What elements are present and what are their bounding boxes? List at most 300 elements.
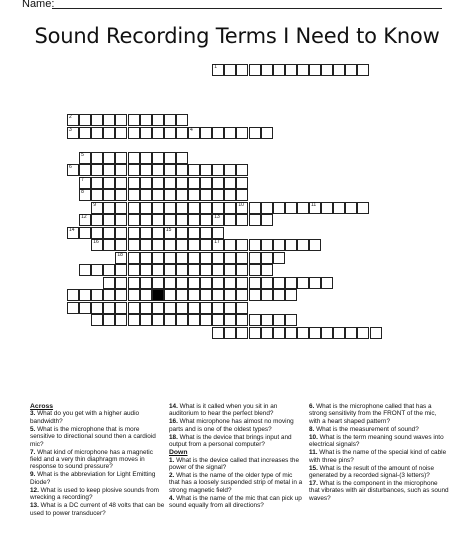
grid-cell[interactable]: [67, 227, 79, 239]
grid-cell[interactable]: [249, 64, 261, 76]
grid-cell[interactable]: [212, 127, 224, 139]
grid-cell[interactable]: [309, 202, 321, 214]
grid-cell[interactable]: [249, 252, 261, 264]
grid-cell[interactable]: [261, 264, 273, 276]
grid-cell[interactable]: [67, 127, 79, 139]
grid-cell[interactable]: [103, 289, 115, 301]
grid-cell[interactable]: [140, 164, 152, 176]
grid-cell[interactable]: [236, 302, 248, 314]
grid-cell[interactable]: [140, 302, 152, 314]
grid-cell[interactable]: [261, 239, 273, 251]
grid-cell[interactable]: [188, 314, 200, 326]
grid-cell[interactable]: [273, 239, 285, 251]
grid-cell[interactable]: [249, 327, 261, 339]
grid-cell[interactable]: [236, 252, 248, 264]
clue-text: What is the microphone called that has a strong sensitivity from the FRONT of the mic, with a heart shaped pattern?: [309, 403, 437, 425]
grid-cell[interactable]: [297, 327, 309, 339]
grid-cell[interactable]: [212, 164, 224, 176]
grid-cell[interactable]: [164, 302, 176, 314]
grid-cell[interactable]: [309, 239, 321, 251]
grid-cell[interactable]: [79, 289, 91, 301]
grid-cell[interactable]: [236, 327, 248, 339]
grid-cell[interactable]: [128, 202, 140, 214]
grid-cell[interactable]: [152, 252, 164, 264]
grid-cell[interactable]: [115, 164, 127, 176]
cell-number: 7: [81, 176, 84, 183]
grid-cell[interactable]: [176, 202, 188, 214]
grid-cell[interactable]: [176, 264, 188, 276]
grid-cell[interactable]: [236, 189, 248, 201]
grid-cell[interactable]: [261, 127, 273, 139]
clue-number: 2.: [169, 472, 175, 480]
grid-cell[interactable]: [103, 189, 115, 201]
grid-cell[interactable]: [285, 314, 297, 326]
grid-cell[interactable]: [91, 152, 103, 164]
grid-cell[interactable]: [273, 327, 285, 339]
grid-cell[interactable]: [297, 277, 309, 289]
cell-number: 16: [93, 239, 99, 245]
grid-cell[interactable]: [79, 264, 91, 276]
grid-cell[interactable]: [200, 127, 212, 139]
grid-cell[interactable]: [212, 227, 224, 239]
grid-cell[interactable]: [236, 314, 248, 326]
grid-cell[interactable]: [103, 264, 115, 276]
grid-cell[interactable]: [200, 202, 212, 214]
grid-cell[interactable]: [249, 277, 261, 289]
grid-cell[interactable]: [236, 164, 248, 176]
grid-cell[interactable]: [152, 152, 164, 164]
grid-cell[interactable]: [128, 127, 140, 139]
across-clue: [30, 471, 165, 486]
grid-cell[interactable]: [152, 202, 164, 214]
grid-cell[interactable]: [128, 289, 140, 301]
grid-cell[interactable]: [115, 239, 127, 251]
clue-text: What is the result of the amount of noise generated by a recorded signal-(3 letters)?: [309, 464, 435, 480]
grid-cell[interactable]: [79, 302, 91, 314]
grid-cell[interactable]: [212, 214, 224, 226]
grid-cell[interactable]: [103, 152, 115, 164]
grid-cell[interactable]: [285, 64, 297, 76]
grid-cell[interactable]: [91, 202, 103, 214]
grid-cell[interactable]: [115, 289, 127, 301]
grid-cell[interactable]: [103, 227, 115, 239]
grid-cell[interactable]: [152, 227, 164, 239]
grid-cell[interactable]: [249, 214, 261, 226]
grid-cell[interactable]: [91, 239, 103, 251]
cell-number: 10: [238, 201, 244, 208]
grid-cell[interactable]: [357, 202, 369, 214]
grid-cell[interactable]: [212, 252, 224, 264]
grid-cell[interactable]: [103, 314, 115, 326]
grid-cell[interactable]: [200, 314, 212, 326]
grid-cell[interactable]: [224, 327, 236, 339]
clue-number: 11.: [309, 449, 318, 457]
grid-cell[interactable]: [164, 114, 176, 126]
clues-column-2: [169, 403, 304, 510]
grid-cell[interactable]: [212, 64, 224, 76]
grid-cell[interactable]: [79, 189, 91, 201]
grid-cell[interactable]: [224, 164, 236, 176]
grid-cell[interactable]: [212, 314, 224, 326]
grid-cell[interactable]: [128, 189, 140, 201]
clue-number: 3.: [30, 410, 36, 418]
grid-cell[interactable]: [128, 264, 140, 276]
grid-cell[interactable]: [115, 264, 127, 276]
grid-cell[interactable]: [164, 214, 176, 226]
grid-cell[interactable]: [212, 327, 224, 339]
grid-cell[interactable]: [152, 314, 164, 326]
grid-cell[interactable]: [224, 239, 236, 251]
grid-cell[interactable]: [285, 327, 297, 339]
grid-cell[interactable]: [67, 114, 79, 126]
grid-cell[interactable]: [321, 327, 333, 339]
grid-cell[interactable]: [79, 164, 91, 176]
grid-cell[interactable]: [115, 177, 127, 189]
grid-cell[interactable]: [261, 64, 273, 76]
grid-cell[interactable]: [200, 264, 212, 276]
grid-cell[interactable]: [236, 177, 248, 189]
cell-number: 12: [81, 214, 87, 220]
grid-cell[interactable]: [140, 202, 152, 214]
grid-cell[interactable]: [345, 327, 357, 339]
grid-cell[interactable]: [128, 314, 140, 326]
grid-cell[interactable]: [297, 239, 309, 251]
grid-cell[interactable]: [67, 164, 79, 176]
grid-cell[interactable]: [224, 127, 236, 139]
grid-cell[interactable]: [212, 277, 224, 289]
grid-cell[interactable]: [249, 239, 261, 251]
grid-cell[interactable]: [91, 302, 103, 314]
grid-cell[interactable]: [115, 127, 127, 139]
grid-cell[interactable]: [67, 302, 79, 314]
grid-cell[interactable]: [91, 214, 103, 226]
grid-cell[interactable]: [115, 314, 127, 326]
grid-cell[interactable]: [212, 239, 224, 251]
grid-cell[interactable]: [261, 289, 273, 301]
grid-cell[interactable]: [321, 277, 333, 289]
grid-cell[interactable]: [321, 202, 333, 214]
grid-cell[interactable]: [128, 302, 140, 314]
grid-cell[interactable]: [176, 277, 188, 289]
grid-cell[interactable]: [261, 277, 273, 289]
grid-cell[interactable]: [224, 289, 236, 301]
grid-cell[interactable]: [188, 239, 200, 251]
grid-cell[interactable]: [176, 252, 188, 264]
grid-cell[interactable]: [140, 152, 152, 164]
clue-text: What kind of microphone has a magnetic field and a very thin diaphragm moves in response to sound pressure?: [30, 448, 153, 471]
grid-cell[interactable]: [176, 289, 188, 301]
grid-cell[interactable]: [164, 127, 176, 139]
grid-cell[interactable]: [164, 264, 176, 276]
grid-cell[interactable]: [91, 264, 103, 276]
grid-cell[interactable]: [236, 289, 248, 301]
grid-cell[interactable]: [164, 189, 176, 201]
grid-cell[interactable]: [212, 202, 224, 214]
grid-cell[interactable]: [188, 302, 200, 314]
grid-cell[interactable]: [261, 252, 273, 264]
grid-cell[interactable]: [91, 114, 103, 126]
grid-cell[interactable]: [236, 202, 248, 214]
grid-cell[interactable]: [249, 127, 261, 139]
grid-cell[interactable]: [140, 177, 152, 189]
grid-cell[interactable]: [115, 152, 127, 164]
grid-cell[interactable]: [164, 252, 176, 264]
clue-number: 6.: [309, 403, 315, 410]
grid-cell[interactable]: [176, 214, 188, 226]
grid-cell[interactable]: [188, 227, 200, 239]
grid-cell[interactable]: [297, 202, 309, 214]
grid-cell[interactable]: [91, 177, 103, 189]
grid-cell[interactable]: [297, 64, 309, 76]
grid-cell[interactable]: [224, 264, 236, 276]
grid-cell[interactable]: [188, 177, 200, 189]
grid-cell[interactable]: [273, 252, 285, 264]
grid-cell[interactable]: [140, 127, 152, 139]
grid-cell[interactable]: [128, 277, 140, 289]
grid-cell[interactable]: [128, 177, 140, 189]
cell-number: 1: [214, 64, 217, 70]
grid-cell[interactable]: [212, 177, 224, 189]
grid-cell[interactable]: [309, 277, 321, 289]
grid-cell[interactable]: [164, 164, 176, 176]
grid-cell[interactable]: [128, 227, 140, 239]
grid-cell[interactable]: [188, 127, 200, 139]
grid-cell[interactable]: [91, 164, 103, 176]
grid-cell[interactable]: [236, 239, 248, 251]
clue-number: 16.: [169, 418, 178, 426]
grid-cell[interactable]: [357, 327, 369, 339]
grid-cell[interactable]: [273, 202, 285, 214]
grid-cell[interactable]: [140, 114, 152, 126]
grid-cell[interactable]: [212, 264, 224, 276]
grid-cell[interactable]: [79, 127, 91, 139]
grid-cell[interactable]: [115, 277, 127, 289]
grid-cell[interactable]: [188, 289, 200, 301]
grid-cell[interactable]: [164, 177, 176, 189]
grid-cell[interactable]: [103, 127, 115, 139]
grid-cell[interactable]: [140, 252, 152, 264]
grid-cell[interactable]: [200, 289, 212, 301]
grid-cell[interactable]: [224, 202, 236, 214]
grid-cell[interactable]: [164, 227, 176, 239]
grid-cell[interactable]: [103, 302, 115, 314]
grid-cell[interactable]: [212, 189, 224, 201]
grid-cell[interactable]: [128, 164, 140, 176]
grid-cell[interactable]: [176, 239, 188, 251]
grid-cell[interactable]: [357, 64, 369, 76]
grid-cell[interactable]: [140, 277, 152, 289]
grid-cell[interactable]: [128, 252, 140, 264]
grid-cell[interactable]: [200, 302, 212, 314]
grid-cell[interactable]: [164, 202, 176, 214]
grid-cell[interactable]: [236, 127, 248, 139]
grid-cell[interactable]: [128, 152, 140, 164]
grid-cell[interactable]: [273, 64, 285, 76]
grid-cell[interactable]: [176, 189, 188, 201]
grid-cell[interactable]: [176, 114, 188, 126]
grid-cell[interactable]: [309, 327, 321, 339]
clue-number: 18.: [169, 433, 178, 441]
grid-cell[interactable]: [236, 214, 248, 226]
grid-cell[interactable]: [249, 202, 261, 214]
grid-cell[interactable]: [261, 314, 273, 326]
grid-cell[interactable]: [176, 314, 188, 326]
grid-cell[interactable]: [345, 202, 357, 214]
grid-cell[interactable]: [115, 227, 127, 239]
grid-cell[interactable]: [91, 227, 103, 239]
grid-cell[interactable]: [79, 227, 91, 239]
grid-cell[interactable]: [188, 252, 200, 264]
grid-cell[interactable]: [152, 302, 164, 314]
grid-cell[interactable]: [273, 289, 285, 301]
grid-cell[interactable]: [188, 164, 200, 176]
grid-cell[interactable]: [115, 202, 127, 214]
grid-cell[interactable]: [176, 227, 188, 239]
grid-cell[interactable]: [115, 189, 127, 201]
grid-cell[interactable]: [152, 264, 164, 276]
grid-cell[interactable]: [152, 164, 164, 176]
grid-cell[interactable]: [224, 189, 236, 201]
grid-cell[interactable]: [249, 264, 261, 276]
grid-cell[interactable]: [224, 302, 236, 314]
grid-cell[interactable]: [176, 127, 188, 139]
grid-cell[interactable]: [152, 239, 164, 251]
grid-cell[interactable]: [103, 164, 115, 176]
grid-cell[interactable]: [164, 277, 176, 289]
grid-cell[interactable]: [176, 152, 188, 164]
grid-cell[interactable]: [249, 314, 261, 326]
grid-cell[interactable]: [115, 302, 127, 314]
grid-cell[interactable]: [200, 177, 212, 189]
cell-number: 11: [311, 201, 317, 208]
grid-cell[interactable]: [140, 227, 152, 239]
grid-cell[interactable]: [224, 277, 236, 289]
grid-cell[interactable]: [103, 177, 115, 189]
clue-text: What is the component in the microphone that vibrates with air disturbances, such as sound waves?: [309, 480, 449, 502]
grid-cell[interactable]: [140, 289, 152, 301]
grid-cell[interactable]: [188, 277, 200, 289]
grid-cell[interactable]: [79, 177, 91, 189]
grid-cell[interactable]: [164, 239, 176, 251]
down-clue: [309, 465, 449, 480]
grid-cell[interactable]: [345, 64, 357, 76]
grid-cell[interactable]: [200, 252, 212, 264]
grid-cell[interactable]: [67, 289, 79, 301]
grid-cell[interactable]: [200, 189, 212, 201]
grid-cell[interactable]: [224, 214, 236, 226]
grid-cell[interactable]: [164, 289, 176, 301]
grid-cell[interactable]: [176, 177, 188, 189]
grid-cell[interactable]: [115, 114, 127, 126]
grid-cell[interactable]: [91, 127, 103, 139]
grid-cell[interactable]: [164, 314, 176, 326]
grid-cell[interactable]: [176, 302, 188, 314]
grid-cell[interactable]: [261, 202, 273, 214]
clues-column-1: [30, 403, 165, 518]
grid-cell[interactable]: [261, 327, 273, 339]
grid-cell[interactable]: [103, 202, 115, 214]
grid-cell[interactable]: [79, 114, 91, 126]
grid-cell[interactable]: [285, 277, 297, 289]
grid-cell[interactable]: [91, 189, 103, 201]
grid-cell[interactable]: [140, 314, 152, 326]
grid-cell[interactable]: [200, 164, 212, 176]
grid-cell[interactable]: [152, 177, 164, 189]
grid-cell[interactable]: [152, 114, 164, 126]
clue-text: What is the abbreviation for Light Emitting Diode?: [30, 471, 156, 486]
grid-cell[interactable]: [152, 127, 164, 139]
grid-cell[interactable]: [140, 239, 152, 251]
grid-cell[interactable]: [188, 214, 200, 226]
grid-cell[interactable]: [249, 289, 261, 301]
grid-cell[interactable]: [333, 64, 345, 76]
grid-cell[interactable]: [140, 214, 152, 226]
grid-cell[interactable]: [309, 64, 321, 76]
grid-cell[interactable]: [103, 214, 115, 226]
grid-cell[interactable]: [103, 277, 115, 289]
grid-cell[interactable]: [236, 64, 248, 76]
grid-cell[interactable]: [200, 239, 212, 251]
grid-cell[interactable]: [333, 327, 345, 339]
grid-cell[interactable]: [224, 314, 236, 326]
grid-cell[interactable]: [152, 277, 164, 289]
grid-cell[interactable]: [236, 277, 248, 289]
grid-cell[interactable]: [91, 289, 103, 301]
grid-cell[interactable]: [188, 264, 200, 276]
grid-cell[interactable]: [152, 189, 164, 201]
grid-cell[interactable]: [176, 164, 188, 176]
grid-cell[interactable]: [128, 114, 140, 126]
grid-cell[interactable]: [79, 152, 91, 164]
grid-cell[interactable]: [224, 252, 236, 264]
grid-cell[interactable]: [285, 239, 297, 251]
grid-cell[interactable]: [188, 189, 200, 201]
grid-cell[interactable]: [321, 64, 333, 76]
grid-cell[interactable]: [115, 252, 127, 264]
grid-cell[interactable]: [128, 214, 140, 226]
grid-cell[interactable]: [200, 227, 212, 239]
grid-cell[interactable]: [128, 239, 140, 251]
grid-cell[interactable]: [200, 277, 212, 289]
grid-cell[interactable]: [224, 64, 236, 76]
grid-cell[interactable]: [285, 202, 297, 214]
clue-text: What is the device that brings input and output from a personal computer?: [169, 433, 292, 449]
grid-cell[interactable]: [103, 239, 115, 251]
grid-cell[interactable]: [188, 202, 200, 214]
clues-column-3: [309, 403, 449, 503]
grid-cell[interactable]: [212, 302, 224, 314]
grid-cell[interactable]: [273, 277, 285, 289]
grid-cell[interactable]: [140, 264, 152, 276]
grid-cell[interactable]: [261, 214, 273, 226]
grid-cell[interactable]: [273, 314, 285, 326]
grid-cell[interactable]: [212, 289, 224, 301]
grid-cell[interactable]: [91, 314, 103, 326]
grid-cell[interactable]: [200, 214, 212, 226]
grid-cell[interactable]: [140, 189, 152, 201]
grid-cell[interactable]: [370, 327, 382, 339]
grid-cell[interactable]: [152, 214, 164, 226]
grid-cell[interactable]: [115, 214, 127, 226]
grid-cell[interactable]: [333, 202, 345, 214]
clue-text: What do you get with a higher audio bandwidth?: [30, 410, 140, 425]
grid-cell[interactable]: [224, 177, 236, 189]
grid-cell[interactable]: [285, 289, 297, 301]
grid-cell[interactable]: [236, 264, 248, 276]
grid-cell[interactable]: [103, 114, 115, 126]
grid-cell[interactable]: [79, 214, 91, 226]
grid-cell[interactable]: [164, 152, 176, 164]
